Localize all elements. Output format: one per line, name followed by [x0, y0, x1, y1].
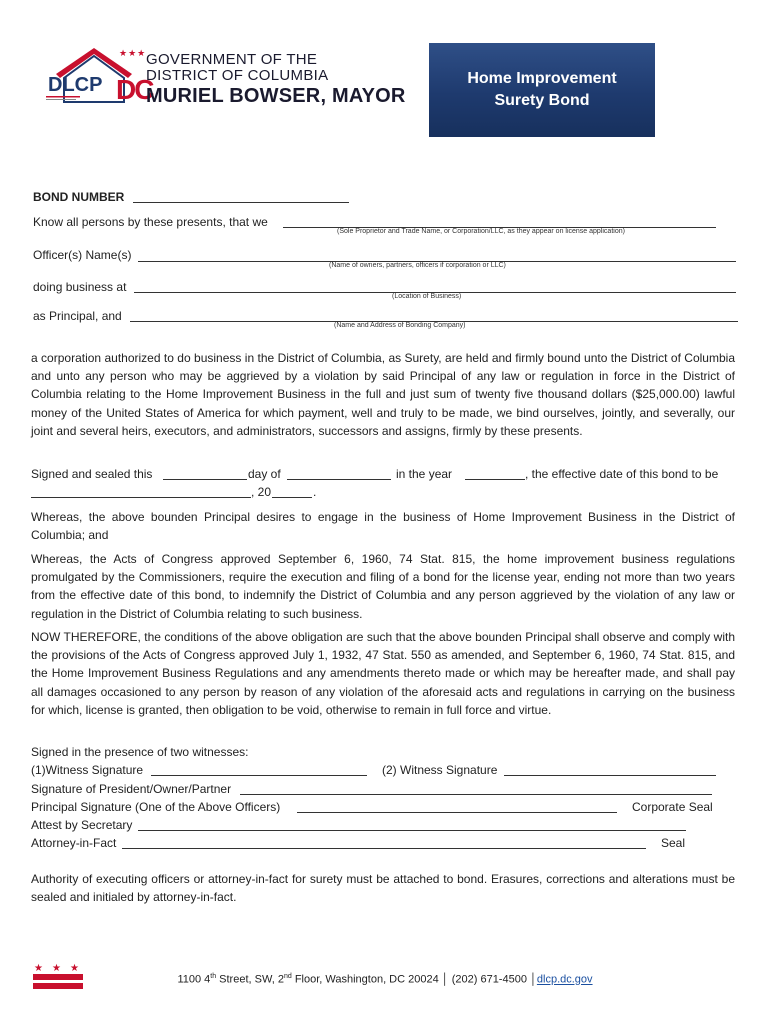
surety-paragraph: a corporation authorized to do business in the District of Columbia, as Surety, are held and firmly bound unto the District of Columbia and unto any person who may be aggrieved by a violation by said Principal of any law or regulation in force in the District of Columbia relating to the Home Improvement Business in the full and just sum of twenty five thousand dollars ($25,000.00) lawful money of the United States of America for which payment, well and truly to be made, we bind ourselves, jointly, and severally, our joint and several heirs, executors, and administrators, successors and assigns, firmly by these presents.: [31, 351, 735, 438]
footer-divider-2: │: [530, 973, 537, 986]
witness-1-label: (1)Witness Signature: [31, 763, 144, 777]
principal-hint: (Name and Address of Bonding Company): [334, 322, 466, 329]
dc-letters: DC: [116, 74, 153, 105]
attorney-label: Attorney-in-Fact: [31, 836, 117, 850]
signed-year-field[interactable]: [465, 479, 525, 480]
whereas-paragraph-1: Whereas, the above bounden Principal desires to engage in the business of Home Improvement Business in the District of Columbia; and: [31, 510, 735, 543]
document-title-box: [429, 43, 655, 137]
footer-contact: [0, 973, 770, 986]
dc-stars-icon: ★★★: [119, 48, 147, 58]
attorney-field[interactable]: [122, 848, 646, 849]
gov-line-2: DISTRICT OF COLUMBIA: [146, 67, 329, 84]
signed-4: , the effective date of this bond to be: [525, 467, 719, 481]
witness-2-field[interactable]: [504, 775, 716, 776]
signed-1: Signed and sealed this: [31, 467, 153, 481]
seal-label: Seal: [661, 836, 686, 850]
principal-signature-label: Principal Signature (One of the Above Officers): [31, 800, 281, 814]
footer-address-end: Floor, Washington, DC 20024: [291, 973, 439, 986]
officers-label: Officer(s) Name(s): [33, 248, 132, 262]
officers-hint: (Name of owners, partners, officers if corporation or LLC): [329, 262, 506, 269]
footer-phone: (202) 671-4500: [451, 973, 527, 986]
whereas-paragraph-2: Whereas, the Acts of Congress approved September 6, 1960, 74 Stat. 815, the home improvement business regulations promulgated by the Commissioners, require the execution and filing of a bond for the license year, ending not more than two years from the effective date of this bond, to indemnify the District of Columbia and any person aggrieved by the violation of any law or regulation in the District of Columbia relating to such business.: [31, 552, 735, 621]
witness-intro: Signed in the presence of two witnesses:: [31, 745, 249, 759]
footer-sup-1: th: [210, 973, 217, 980]
mayor-line: MURIEL BOWSER, MAYOR: [146, 85, 406, 107]
svg-text:★: ★: [52, 963, 61, 974]
doing-business-hint: (Location of Business): [392, 293, 462, 300]
signed-2: day of: [248, 467, 281, 481]
svg-text:★: ★: [70, 963, 79, 974]
authority-note: Authority of executing officers or attorney-in-fact for surety must be attached to bond. Erasures, corrections and alterations must be sealed and initialed by attorney-in-fact.: [31, 872, 735, 905]
know-all-hint: (Sole Proprietor and Trade Name, or Corporation/LLC, as they appear on license application): [337, 228, 625, 235]
title-line-1: Home Improvement: [467, 70, 617, 87]
footer-divider-1: │: [441, 973, 452, 986]
svg-text:DLCP: DLCP: [48, 74, 103, 96]
attest-field[interactable]: [138, 830, 686, 831]
signed-5: , 20: [251, 485, 272, 499]
principal-label: as Principal, and: [33, 309, 122, 323]
gov-line-1: GOVERNMENT OF THE: [146, 51, 318, 68]
signed-sealed-text: [31, 465, 152, 483]
corporate-seal-label: Corporate Seal: [632, 800, 713, 814]
footer-address-mid: Street, SW, 2: [216, 973, 284, 986]
attest-label: Attest by Secretary: [31, 818, 133, 832]
svg-text:★: ★: [34, 963, 43, 974]
witness-1-field[interactable]: [151, 775, 367, 776]
bond-number-label: BOND NUMBER: [33, 190, 125, 204]
principal-signature-field[interactable]: [297, 812, 617, 813]
title-line-2: Surety Bond: [494, 92, 590, 109]
president-label: Signature of President/Owner/Partner: [31, 782, 232, 796]
president-field[interactable]: [240, 794, 712, 795]
doing-business-label: doing business at: [33, 280, 127, 294]
know-all-label: Know all persons by these presents, that we: [33, 215, 268, 229]
signed-6: .: [313, 485, 317, 499]
signed-day-field[interactable]: [163, 479, 247, 480]
witness-2-label: (2) Witness Signature: [382, 763, 498, 777]
now-therefore-paragraph: NOW THEREFORE, the conditions of the above obligation are such that the above bounden Principal shall observe and comply with the provisions of the Acts of Congress approved July 1, 1932, 47 Stat. 550 as amended, and September 6, 1960, 74 Stat. 815, and the Home Improvement Business Regulations and any amendments thereto made or which may be hereafter made, and shall pay all damages occasioned to any person by reason of any violation of the aforesaid acts and regulations in carrying on the business for which, license is granted, then obligation to be void, otherwise to remain in full force and virtue.: [31, 630, 735, 717]
footer-sup-2: nd: [283, 973, 292, 980]
government-header: [146, 52, 406, 108]
signed-month-field[interactable]: [287, 479, 391, 480]
effective-year-field[interactable]: [272, 497, 312, 498]
signed-3: in the year: [396, 467, 453, 481]
bond-number-field[interactable]: [133, 202, 349, 203]
footer-address-num: 1100 4: [177, 973, 211, 986]
effective-date-field[interactable]: [31, 497, 251, 498]
footer-website-link[interactable]: dlcp.dc.gov: [536, 973, 593, 986]
